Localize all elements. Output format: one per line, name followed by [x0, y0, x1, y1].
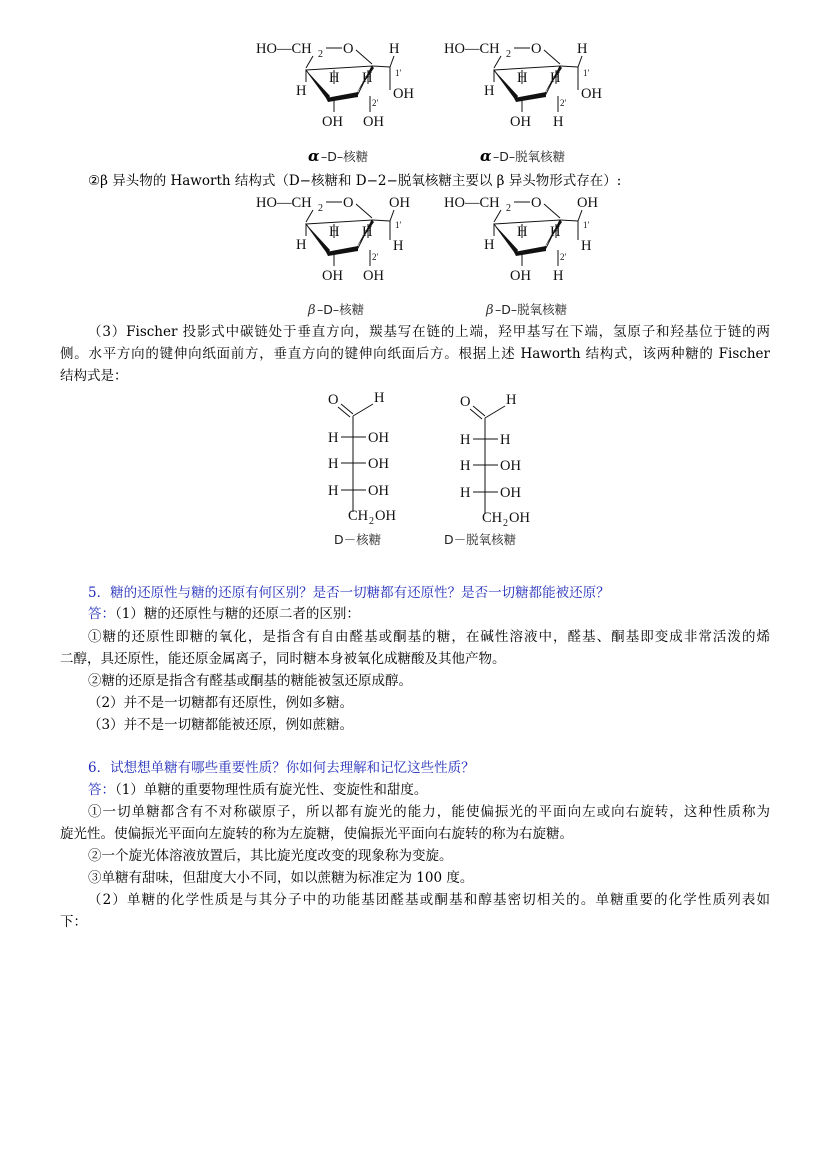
- answer-5-line-4: ②糖的还原是指含有醛基或酮基的糖能被氢还原成醇。: [88, 673, 412, 689]
- svg-text:H: H: [517, 70, 528, 86]
- svg-text:H: H: [553, 114, 564, 130]
- svg-text:OH: OH: [509, 510, 530, 526]
- svg-text:2′: 2′: [372, 252, 379, 262]
- svg-text:H: H: [328, 430, 339, 446]
- svg-text:OH: OH: [510, 114, 531, 130]
- svg-text:2: 2: [369, 516, 374, 527]
- alpha-haworth-figure: [250, 36, 610, 170]
- svg-text:2: 2: [318, 203, 323, 214]
- svg-text:OH: OH: [500, 485, 521, 501]
- fischer-paragraph-line-3: 结构式是：: [60, 368, 128, 384]
- svg-text:2′: 2′: [560, 252, 567, 262]
- beta-deoxyribose-caption: –D–脱氧核糖: [495, 302, 568, 317]
- fischer-ribose-structure: [328, 390, 396, 527]
- svg-text:2: 2: [506, 203, 511, 214]
- svg-text:OH: OH: [510, 268, 531, 284]
- question-6: 6．试想想单糖有哪些重要性质？你如何去理解和记忆这些性质？: [88, 760, 475, 776]
- svg-text:OH: OH: [368, 430, 389, 446]
- answer-5-line-2: ①糖的还原性即糖的氧化，是指含有自由醛基或酮基的糖，在碱性溶液中，醛基、酮基即变成非常活泼的烯: [88, 629, 770, 645]
- svg-text:CH: CH: [348, 508, 369, 524]
- svg-text:OH: OH: [389, 195, 410, 211]
- svg-text:H: H: [362, 224, 373, 240]
- svg-text:O: O: [531, 195, 542, 211]
- svg-text:H: H: [296, 237, 307, 253]
- svg-text:CH: CH: [482, 510, 503, 526]
- svg-text:H: H: [581, 238, 592, 254]
- svg-text:OH: OH: [393, 86, 414, 102]
- answer-6-line-4: ②一个旋光体溶液放置后，其比旋光度改变的现象称为变旋。: [88, 848, 453, 864]
- alpha-deoxyribose-structure: [444, 41, 602, 130]
- answer-6-label: 答：: [88, 782, 115, 798]
- svg-text:1′: 1′: [395, 220, 402, 230]
- answer-6-line-7: 下：: [60, 914, 87, 930]
- svg-text:2: 2: [506, 49, 511, 60]
- answer-5-line-6: （3）并不是一切糖都能被还原，例如蔗糖。: [88, 717, 354, 733]
- beta-ribose-caption-greek: β: [308, 303, 316, 318]
- svg-text:2: 2: [318, 49, 323, 60]
- answer-6-line-1: 答：（1）单糖的重要物理性质有旋光性、变旋性和甜度。: [88, 782, 428, 798]
- alpha-ribose-caption: –D–核糖: [321, 149, 369, 164]
- svg-text:H: H: [506, 392, 517, 408]
- beta-haworth-figure: [250, 190, 610, 320]
- svg-text:H: H: [517, 224, 528, 240]
- svg-text:H: H: [484, 83, 495, 99]
- svg-text:2′: 2′: [372, 98, 379, 108]
- alpha-ribose-structure: [256, 41, 414, 130]
- svg-text:O: O: [343, 41, 354, 57]
- svg-text:H: H: [553, 268, 564, 284]
- svg-text:OH: OH: [500, 458, 521, 474]
- svg-text:H: H: [329, 70, 340, 86]
- svg-text:H: H: [484, 237, 495, 253]
- svg-text:HO—CH: HO—CH: [444, 195, 500, 211]
- label-ho-ch2: HO—CH: [256, 41, 312, 57]
- svg-text:OH: OH: [363, 268, 384, 284]
- svg-text:H: H: [460, 485, 471, 501]
- svg-text:OH: OH: [368, 456, 389, 472]
- svg-text:H: H: [550, 224, 561, 240]
- fischer-paragraph-line-1: （3）Fischer 投影式中碳链处于垂直方向，羰基写在链的上端，羟甲基写在下端，氢原子和羟基位于链的两: [88, 324, 770, 340]
- svg-text:O: O: [460, 394, 471, 410]
- svg-text:2′: 2′: [560, 98, 567, 108]
- svg-text:H: H: [393, 238, 404, 254]
- svg-text:2: 2: [503, 518, 508, 529]
- beta-deoxyribose-structure: [444, 195, 598, 284]
- svg-text:H: H: [296, 83, 307, 99]
- svg-text:H: H: [577, 41, 588, 57]
- answer-6-line-6: （2）单糖的化学性质是与其分子中的功能基团醛基或酮基和醇基密切相关的。单糖重要的化学性质列表如: [88, 892, 770, 908]
- alpha-deoxyribose-caption: –D–脱氧核糖: [493, 149, 566, 164]
- question-5: 5．糖的还原性与糖的还原有何区别？是否一切糖都有还原性？是否一切糖都能被还原？: [88, 585, 610, 601]
- svg-text:OH: OH: [581, 86, 602, 102]
- answer-6-line-5: ③单糖有甜味，但甜度大小不同，如以蔗糖为标准定为 100 度。: [88, 870, 474, 886]
- svg-text:1′: 1′: [395, 68, 402, 78]
- svg-text:H: H: [328, 456, 339, 472]
- answer-5-line-3: 二醇，具还原性，能还原金属离子，同时糖本身被氧化成糖酸及其他产物。: [60, 651, 506, 667]
- fischer-deoxyribose-structure: [460, 392, 530, 529]
- fischer-ribose-caption: D－核糖: [334, 532, 382, 547]
- svg-text:1′: 1′: [583, 220, 590, 230]
- beta-ribose-caption: –D–核糖: [317, 302, 365, 317]
- alpha-deoxyribose-caption-greek: α: [480, 147, 492, 165]
- svg-text:OH: OH: [363, 114, 384, 130]
- svg-text:OH: OH: [368, 483, 389, 499]
- svg-text:OH: OH: [577, 195, 598, 211]
- svg-text:OH: OH: [375, 508, 396, 524]
- svg-text:H: H: [500, 432, 511, 448]
- svg-text:H: H: [389, 41, 400, 57]
- svg-text:H: H: [374, 390, 385, 406]
- svg-text:H: H: [550, 70, 561, 86]
- svg-text:HO—CH: HO—CH: [444, 41, 500, 57]
- svg-text:H: H: [460, 432, 471, 448]
- answer-5-line-5: （2）并不是一切糖都有还原性，例如多糖。: [88, 695, 354, 711]
- svg-text:O: O: [531, 41, 542, 57]
- svg-text:HO—CH: HO—CH: [256, 195, 312, 211]
- fischer-paragraph-line-2: 侧。水平方向的键伸向纸面前方，垂直方向的键伸向纸面后方。根据上述 Haworth 结构式，该两种糖的 Fischer: [60, 346, 770, 362]
- svg-text:H: H: [362, 70, 373, 86]
- fischer-deoxyribose-caption: D－脱氧核糖: [444, 532, 517, 547]
- answer-6-line-3: 旋光性。使偏振光平面向左旋转的称为左旋糖，使偏振光平面向右旋转的称为右旋糖。: [60, 826, 573, 842]
- svg-text:O: O: [343, 195, 354, 211]
- svg-text:O: O: [328, 392, 339, 408]
- answer-5-line-1: 答：（1）糖的还原性与糖的还原二者的区别：: [88, 606, 360, 622]
- beta-intro-text: ②β 异头物的 Haworth 结构式（D−核糖和 D−2−脱氧核糖主要以 β 异头物形式存在）:: [88, 173, 622, 189]
- svg-text:H: H: [329, 224, 340, 240]
- beta-deoxyribose-caption-greek: β: [486, 303, 494, 318]
- answer-6-line-2: ①一切单糖都含有不对称碳原子，所以都有旋光的能力，能使偏振光的平面向左或向右旋转，这种性质称为: [88, 804, 770, 820]
- svg-text:OH: OH: [322, 114, 343, 130]
- alpha-ribose-caption-greek: α: [308, 147, 320, 165]
- svg-text:1′: 1′: [583, 68, 590, 78]
- answer-5-label: 答：: [88, 606, 115, 622]
- svg-text:H: H: [328, 483, 339, 499]
- svg-text:OH: OH: [322, 268, 343, 284]
- beta-ribose-structure: [256, 195, 410, 284]
- svg-text:H: H: [460, 458, 471, 474]
- fischer-figure: [318, 386, 548, 552]
